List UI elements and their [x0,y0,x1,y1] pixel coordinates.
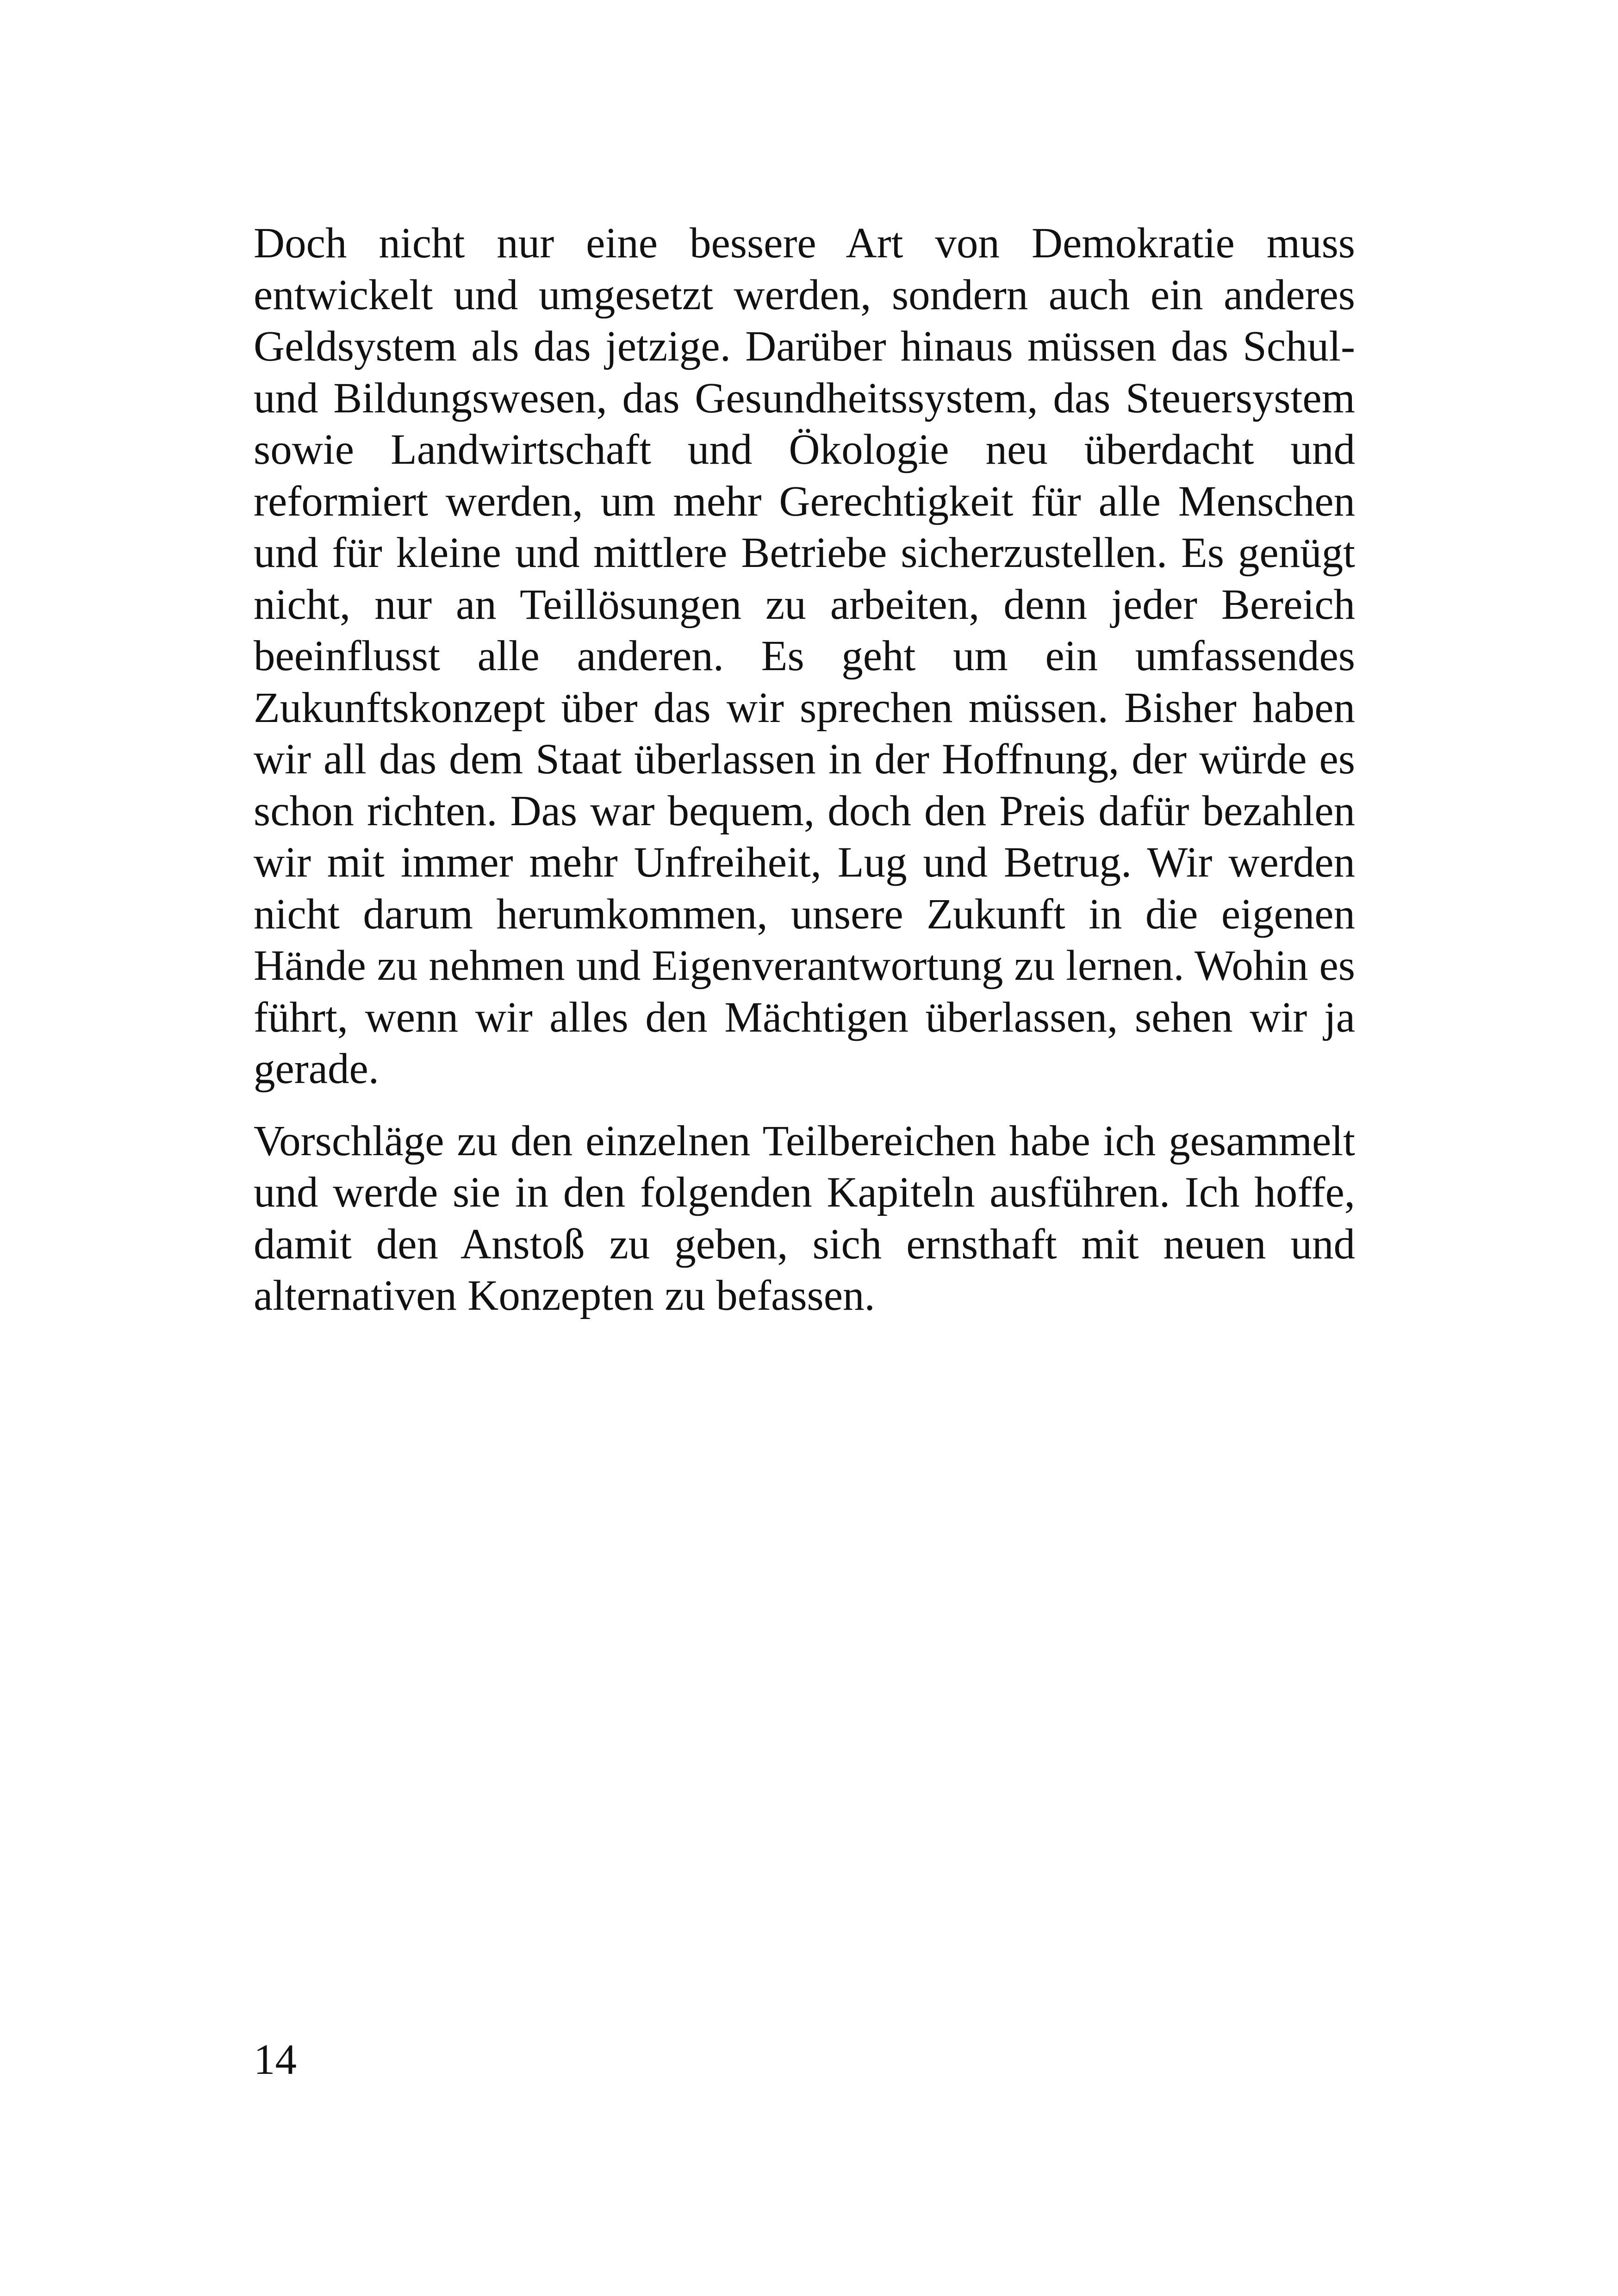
body-text [254,218,1355,1322]
page-number: 14 [254,2036,297,2084]
paragraph-1: Doch nicht nur eine bessere Art von Demokratie muss entwickelt und umgesetzt werden, sondern auch ein anderes Geldsystem als das jetzige. Darüber hinaus müssen das Schul- und Bildungswesen, das Gesundheitssystem, das Steuersystem sowie Landwirtschaft und Ökologie neu überdacht und reformiert werden, um mehr Gerechtigkeit für alle Menschen und für kleine und mittlere Betriebe sicherzustellen. Es genügt nicht, nur an Teillösungen zu arbeiten, denn jeder Bereich beeinflusst alle anderen. Es geht um ein umfassendes Zukunftskonzept über das wir sprechen müssen. Bisher haben wir all das dem Staat überlassen in der Hoffnung, der würde es schon richten. Das war bequem, doch den Preis dafür bezahlen wir mit immer mehr Unfreiheit, Lug und Betrug. Wir werden nicht darum herumkommen, unsere Zukunft in die eigenen Hände zu nehmen und Eigenverantwortung zu lernen. Wohin es führt, wenn wir alles den Mächtigen überlassen, sehen wir ja gerade. [254,219,1355,1093]
paragraph-2: Vorschläge zu den einzelnen Teilbereichen habe ich gesammelt und werde sie in den folgenden Kapiteln ausführen. Ich hoffe, damit den Anstoß zu geben, sich ernsthaft mit neuen und alternativen Konzepten zu befassen. [254,1117,1355,1319]
